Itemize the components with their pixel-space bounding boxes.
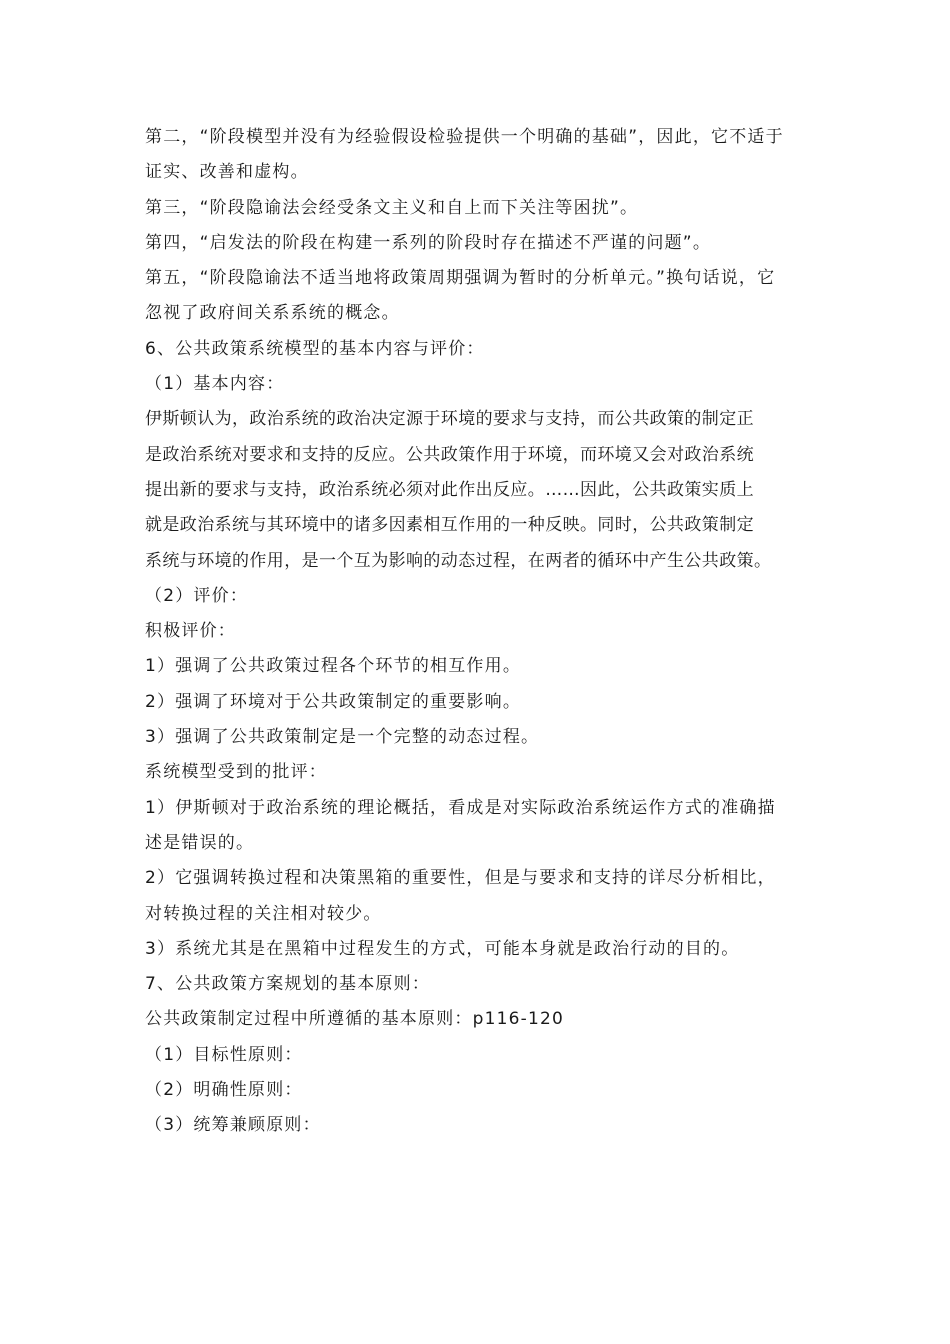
list-item: 2）强调了环境对于公共政策制定的重要影响。 — [145, 691, 522, 712]
text-line: 忽视了政府间关系系统的概念。 — [145, 303, 400, 324]
text-line: 公共政策制定过程中所遵循的基本原则：p116-120 — [145, 1009, 565, 1030]
text-line: 是政治系统对要求和支持的反应。公共政策作用于环境，而环境又会对政治系统 — [145, 444, 754, 465]
text-line: 第二，“阶段模型并没有为经验假设检验提供一个明确的基础”，因此，它不适于 — [145, 127, 784, 147]
list-item: 1）强调了公共政策过程各个环节的相互作用。 — [145, 656, 522, 677]
list-item: （2）明确性原则： — [145, 1080, 303, 1101]
list-item: （3）统筹兼顾原则： — [145, 1115, 321, 1136]
text-line: 第五，“阶段隐谕法不适当地将政策周期强调为暂时的分析单元。”换句话说，它 — [145, 268, 776, 289]
subsection-heading: （2）评价： — [145, 585, 249, 606]
text-line: 第三，“阶段隐谕法会经受条文主义和自上而下关注等困扰”。 — [145, 197, 639, 218]
text-line: 伊斯顿认为，政治系统的政治决定源于环境的要求与支持，而公共政策的制定正 — [145, 409, 754, 430]
list-item: 2）它强调转换过程和决策黑箱的重要性，但是与要求和支持的详尽分析相比， — [145, 868, 776, 889]
list-item: 3）系统尤其是在黑箱中过程发生的方式，可能本身就是政治行动的目的。 — [145, 938, 740, 959]
text-line: 系统模型受到的批评： — [145, 762, 327, 783]
text-line: 提出新的要求与支持，政治系统必须对此作出反应。……因此，公共政策实质上 — [145, 479, 754, 500]
text-line: 述是错误的。 — [145, 832, 255, 853]
document-body — [145, 120, 825, 1144]
list-item: （1）目标性原则： — [145, 1044, 303, 1065]
section-heading: 7、公共政策方案规划的基本原则： — [145, 974, 431, 995]
text-line: 第四，“启发法的阶段在构建一系列的阶段时存在描述不严谨的问题”。 — [145, 232, 712, 253]
subsection-heading: （1）基本内容： — [145, 374, 285, 395]
text-line: 证实、改善和虚构。 — [145, 162, 309, 183]
text-line: 积极评价： — [145, 621, 236, 642]
text-line: 就是政治系统与其环境中的诸多因素相互作用的一种反映。同时，公共政策制定 — [145, 515, 754, 536]
list-item: 3）强调了公共政策制定是一个完整的动态过程。 — [145, 727, 540, 748]
text-line: 对转换过程的关注相对较少。 — [145, 903, 382, 924]
list-item: 1）伊斯顿对于政治系统的理论概括，看成是对实际政治系统运作方式的准确描 — [145, 797, 776, 818]
text-line: 系统与环境的作用，是一个互为影响的动态过程，在两者的循环中产生公共政策。 — [145, 550, 772, 571]
section-heading: 6、公共政策系统模型的基本内容与评价： — [145, 338, 485, 359]
